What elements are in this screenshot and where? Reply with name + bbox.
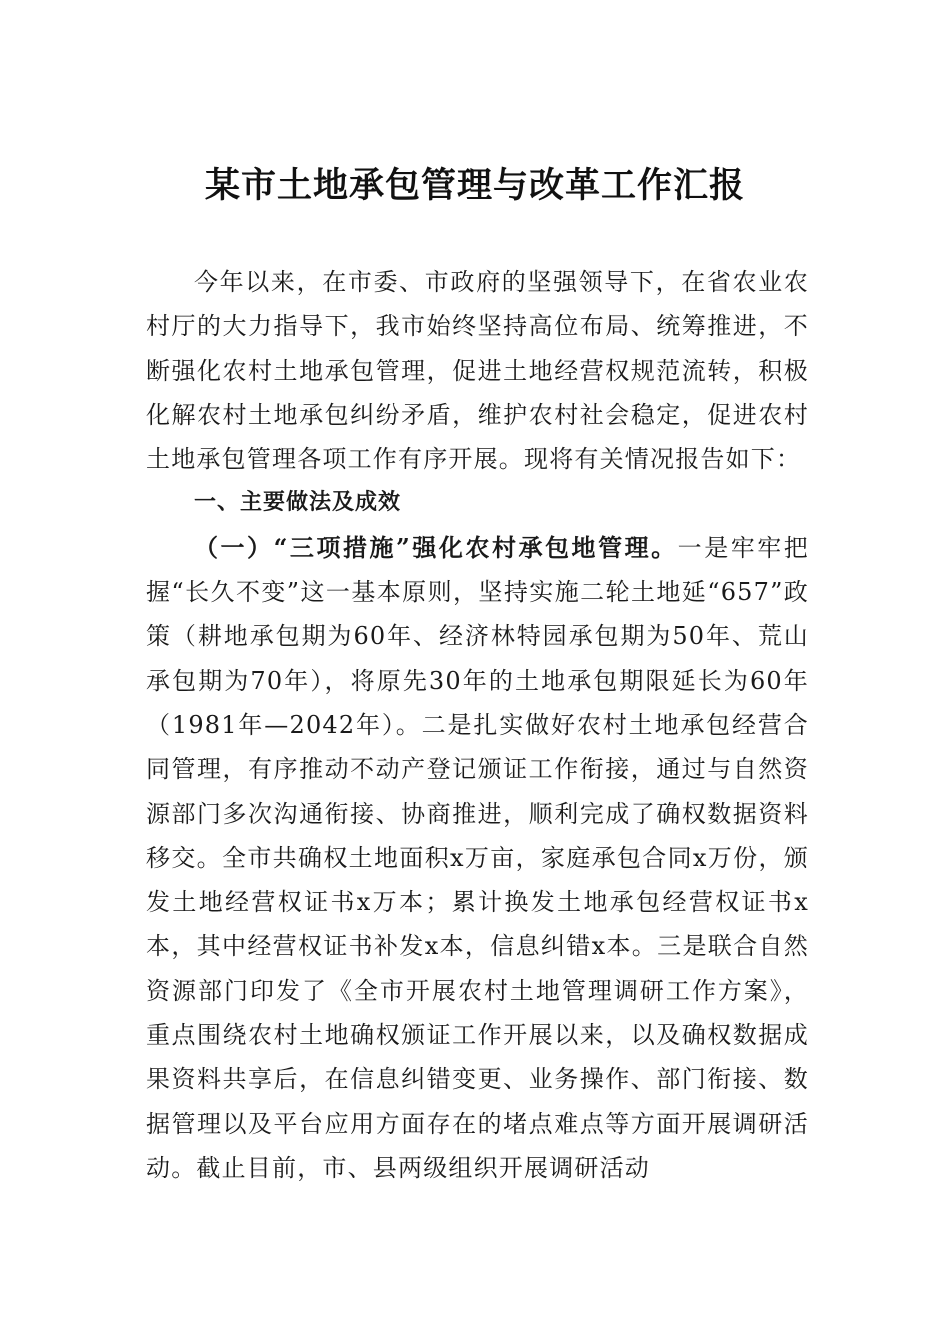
subsection-paragraph [146, 526, 809, 1190]
intro-paragraph: 今年以来，在市委、市政府的坚强领导下，在省农业农村厅的大力指导下，我市始终坚持高位布局、统筹推进，不断强化农村土地承包管理，促进土地经营权规范流转，积极化解农村土地承包纠纷矛盾，维护农村社会稳定，促进农村土地承包管理各项工作有序开展。现将有关情况报告如下： [146, 268, 809, 474]
document-body [146, 260, 809, 1190]
section-heading: 一、主要做法及成效 [194, 490, 402, 516]
subsection-heading: （一）“三项措施”强化农村承包地管理。 [194, 532, 678, 562]
document-title: 某市土地承包管理与改革工作汇报 [204, 165, 745, 206]
subsection-body: 一是牢牢把握“长久不变”这一基本原则，坚持实施二轮土地延“657”政策（耕地承包期为60年、经济林特园承包期为50年、荒山承包期为70年），将原先30年的土地承包期限延长为60年（1981年—2042年）。二是扎实做好农村土地承包经营合同管理，有序推动不动产登记颁证工作衔接，通过与自然资源部门多次沟通衔接、协商推进，顺利完成了确权数据资料移交。全市共确权土地面积x万亩，家庭承包合同x万份，颁发土地经营权证书x万本；累计换发土地承包经营权证书x本，其中经营权证书补发x本，信息纠错x本。三是联合自然资源部门印发了《全市开展农村土地管理调研工作方案》，重点围绕农村土地确权颁证工作开展以来，以及确权数据成果资料共享后，在信息纠错变更、业务操作、部门衔接、数据管理以及平台应用方面存在的堵点难点等方面开展调研活动。截止目前，市、县两级组织开展调研活动 [146, 533, 809, 1182]
